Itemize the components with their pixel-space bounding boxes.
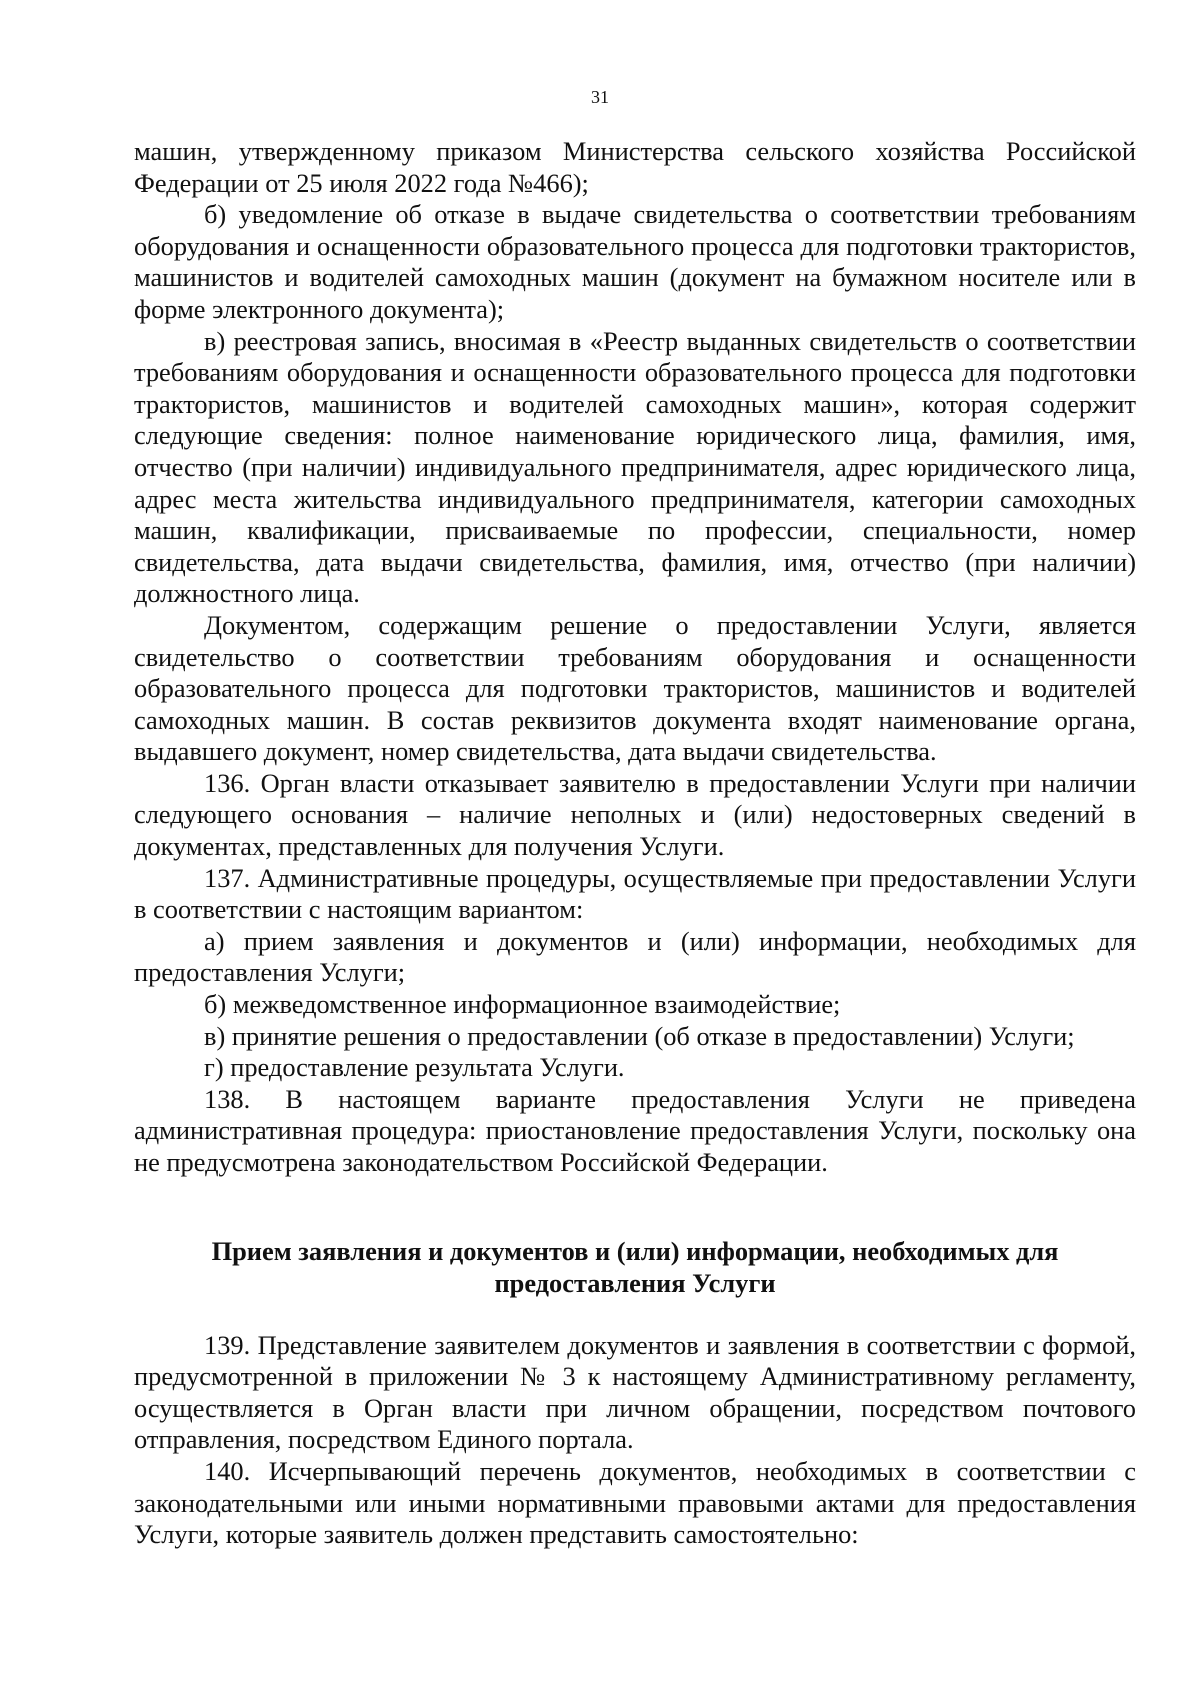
clause-136: 136. Орган власти отказывает заявителю в предоставлении Услуги при наличии следующего основания – наличие неполных и (или) недостоверных сведений в документах, представленных для получения Услуги. (134, 767, 1136, 862)
paragraph-decision-document: Документом, содержащим решение о предоставлении Услуги, является свидетельство о соответствии требованиям оборудования и оснащенности образовательного процесса для подготовки трактористов, машинистов и водителей самоходных машин. В состав реквизитов документа входят наименование органа, выдавшего документ, номер свидетельства, дата выдачи свидетельства. (134, 609, 1136, 767)
clause-138: 138. В настоящем варианте предоставления Услуги не приведена административная процедура: приостановление предоставления Услуги, поскольку она не предусмотрена законодательством Российской Федерации. (134, 1083, 1136, 1177)
document-body (134, 136, 1136, 1551)
clause-137: 137. Административные процедуры, осуществляемые при предоставлении Услуги в соответствии с настоящим вариантом: (134, 862, 1136, 925)
section-heading: Прием заявления и документов и (или) информации, необходимых для предоставления Услуги (211, 1235, 1059, 1298)
list-item-b-interagency: б) межведомственное информационное взаимодействие; (204, 989, 841, 1020)
list-item-v-registry-entry: в) реестровая запись, вносимая в «Реестр выданных свидетельств о соответствии требованиям оборудования и оснащенности образовательного процесса для подготовки трактористов, машинистов и водителей самоходных машин», которая содержит следующие сведения: полное наименование юридического лица, фамилия, имя, отчество (при наличии) индивидуального предпринимателя, адрес юридического лица, адрес места жительства индивидуального предпринимателя, категории самоходных машин, квалификации, присваиваемые по профессии, специальности, номер свидетельства, дата выдачи свидетельства, фамилия, имя, отчество (при наличии) должностного лица. (134, 325, 1136, 609)
list-item-a-application-intake: а) прием заявления и документов и (или) информации, необходимых для предоставления Услуги; (134, 925, 1136, 988)
clause-140: 140. Исчерпывающий перечень документов, необходимых в соответствии с законодательными или иными нормативными правовыми актами для предоставления Услуги, которые заявитель должен представить самостоятельно: (134, 1455, 1136, 1550)
page-number: 31 (591, 87, 609, 107)
paragraph-continuation: машин, утвержденному приказом Министерства сельского хозяйства Российской Федерации от 25 июля 2022 года №466); (134, 136, 1136, 198)
list-item-g-result: г) предоставление результата Услуги. (204, 1052, 625, 1083)
clause-139: 139. Представление заявителем документов и заявления в соответствии с формой, предусмотренной в приложении № 3 к настоящему Административному регламенту, осуществляется в Орган власти при личном обращении, посредством почтового отправления, посредством Единого портала. (134, 1329, 1136, 1455)
list-item-b-refusal-notice: б) уведомление об отказе в выдаче свидетельства о соответствии требованиям оборудования и оснащенности образовательного процесса для подготовки трактористов, машинистов и водителей самоходных машин (документ на бумажном носителе или в форме электронного документа); (134, 199, 1136, 324)
list-item-v-decision: в) принятие решения о предоставлении (об отказе в предоставлении) Услуги; (204, 1020, 1075, 1051)
